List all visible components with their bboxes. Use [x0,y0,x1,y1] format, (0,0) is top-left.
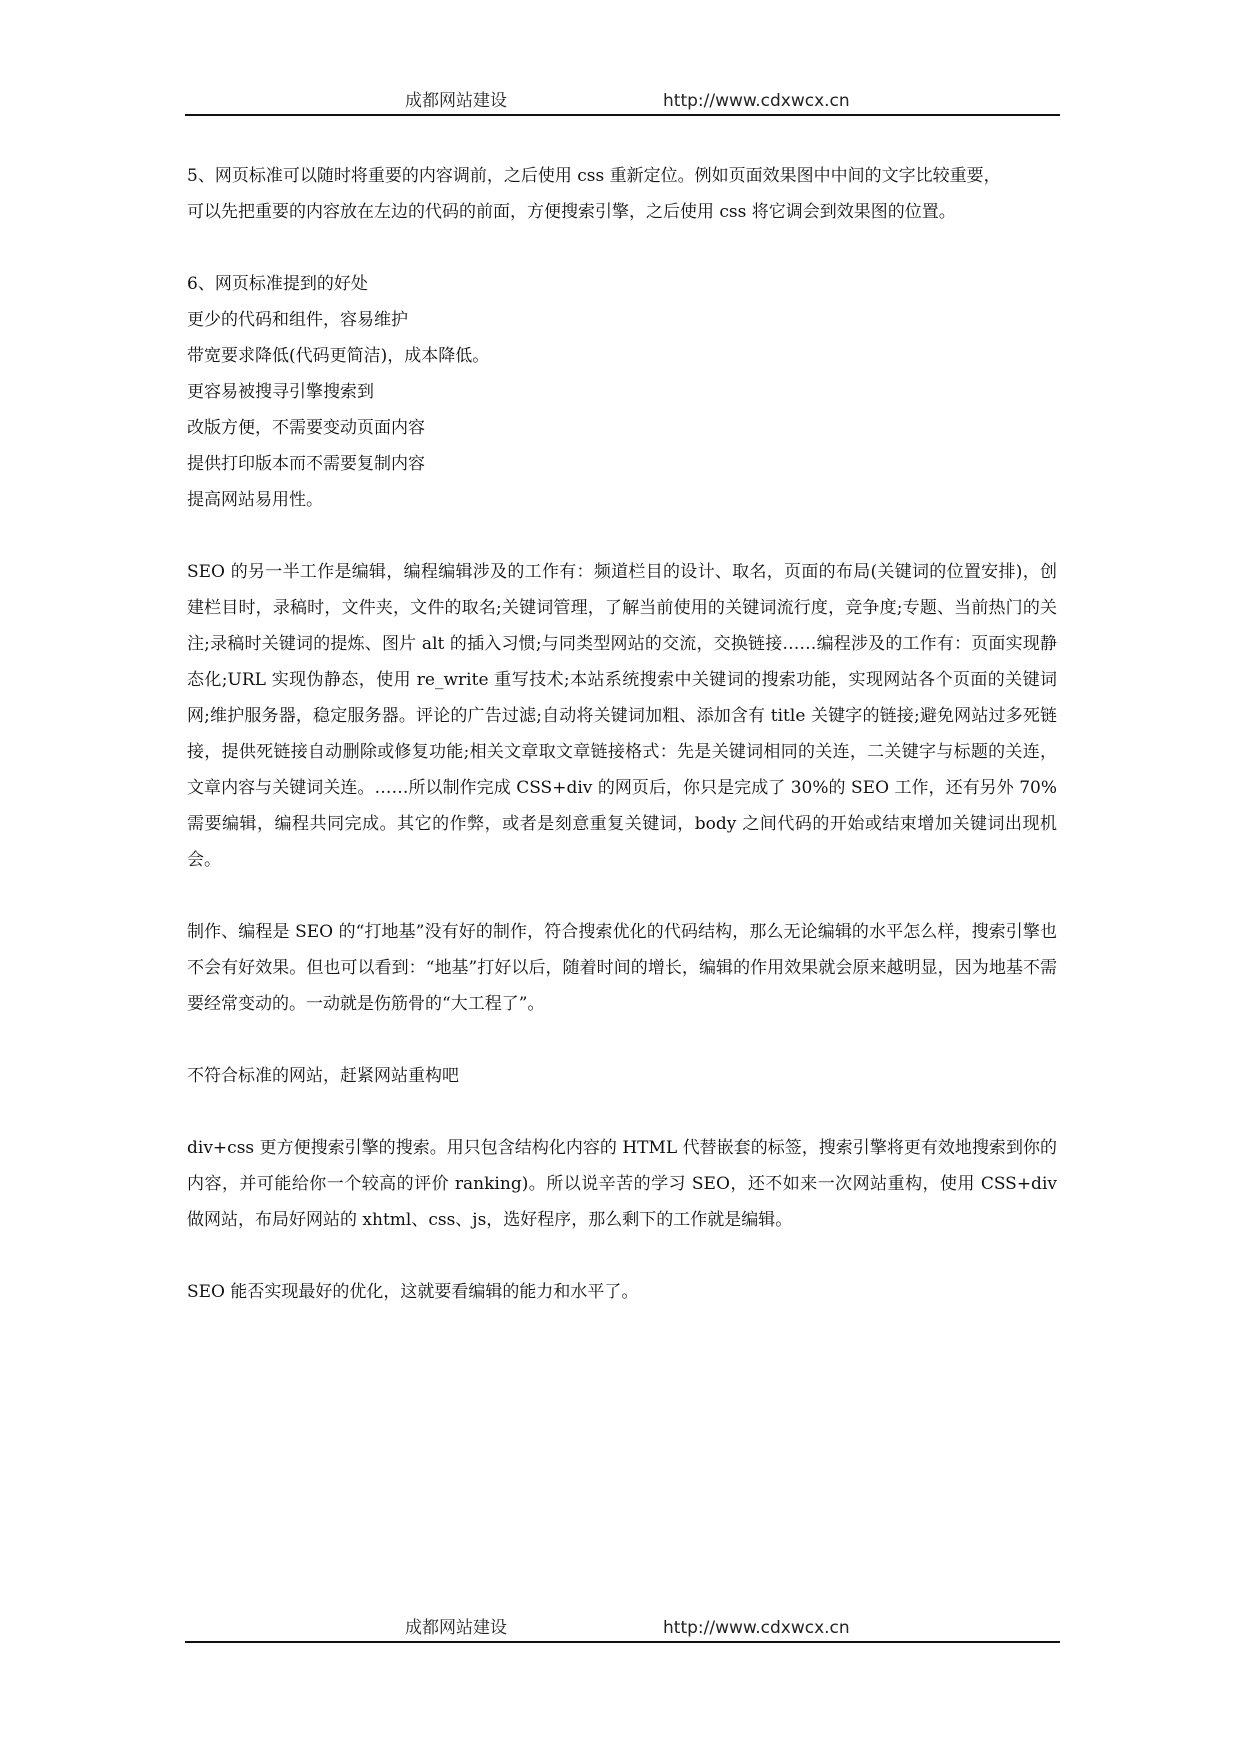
header-url: http://www.cdxwcx.cn [663,91,850,111]
benefit-item: 提高网站易用性。 [187,490,323,510]
benefit-item: 提供打印版本而不需要复制内容 [187,454,425,474]
benefit-item: 更容易被搜寻引擎搜索到 [187,382,374,402]
benefit-item: 更少的代码和组件，容易维护 [187,310,408,330]
benefit-item: 带宽要求降低(代码更简洁)，成本降低。 [187,346,490,366]
paragraph-divcss: div+css 更方便搜索引擎的搜索。用只包含结构化内容的 HTML 代替嵌套的标签，搜索引擎将更有效地搜索到你的内容，并可能给你一个较高的评价 ranking)。所以说辛苦的学习 SEO，还不如来一次网站重构，使用 CSS+div 做网站，布局好网站的 xhtml、css、js，选好程序，那么剩下的工作就是编辑。 [187,1138,1057,1230]
document-body [187,158,1057,1346]
header-divider [185,114,1060,116]
paragraph-line: 可以先把重要的内容放在左边的代码的前面，方便搜索引擎，之后使用 css 将它调会到效果图的位置。 [187,202,956,222]
paragraph-rebuild: 不符合标准的网站，赶紧网站重构吧 [187,1066,459,1086]
header-site-name: 成都网站建设 [405,91,507,111]
paragraph-line: 5、网页标准可以随时将重要的内容调前，之后使用 css 重新定位。例如页面效果图中中间的文字比较重要， [187,166,1001,186]
footer-divider [185,1641,1060,1643]
paragraph-foundation: 制作、编程是 SEO 的“打地基”没有好的制作，符合搜索优化的代码结构，那么无论编辑的水平怎么样，搜索引擎也不会有好效果。但也可以看到：“地基”打好以后，随着时间的增长，编辑的作用效果就会原来越明显，因为地基不需要经常变动的。一动就是伤筋骨的“大工程了”。 [187,922,1057,1014]
paragraph-reposition [187,158,1057,230]
page-footer [185,1603,1060,1643]
page-header [185,76,1060,116]
paragraph-closing: SEO 能否实现最好的优化，这就要看编辑的能力和水平了。 [187,1282,639,1302]
benefits-section [187,266,1057,518]
footer-site-name: 成都网站建设 [405,1618,507,1638]
paragraph-seo-editing: SEO 的另一半工作是编辑，编程编辑涉及的工作有：频道栏目的设计、取名，页面的布局(关键词的位置安排)，创建栏目时，录稿时，文件夹，文件的取名;关键词管理，了解当前使用的关键词流行度，竞争度;专题、当前热门的关注;录稿时关键词的提炼、图片 alt 的插入习惯;与同类型网站的交流，交换链接……编程涉及的工作有：页面实现静态化;URL 实现伪静态，使用 re_write 重写技术;本站系统搜索中关键词的搜索功能，实现网站各个页面的关键词网;维护服务器，稳定服务器。评论的广告过滤;自动将关键词加粗、添加含有 title 关键字的链接;避免网站过多死链接，提供死链接自动删除或修复功能;相关文章取文章链接格式：先是关键词相同的关连，二关键字与标题的关连，文章内容与关键词关连。……所以制作完成 CSS+div 的网页后，你只是完成了 30%的 SEO 工作，还有另外 70%需要编辑，编程共同完成。其它的作弊，或者是刻意重复关键词，body 之间代码的开始或结束增加关键词出现机会。 [187,562,1057,870]
benefit-item: 改版方便，不需要变动页面内容 [187,418,425,438]
benefits-title: 6、网页标准提到的好处 [187,274,368,294]
footer-url: http://www.cdxwcx.cn [663,1618,850,1638]
